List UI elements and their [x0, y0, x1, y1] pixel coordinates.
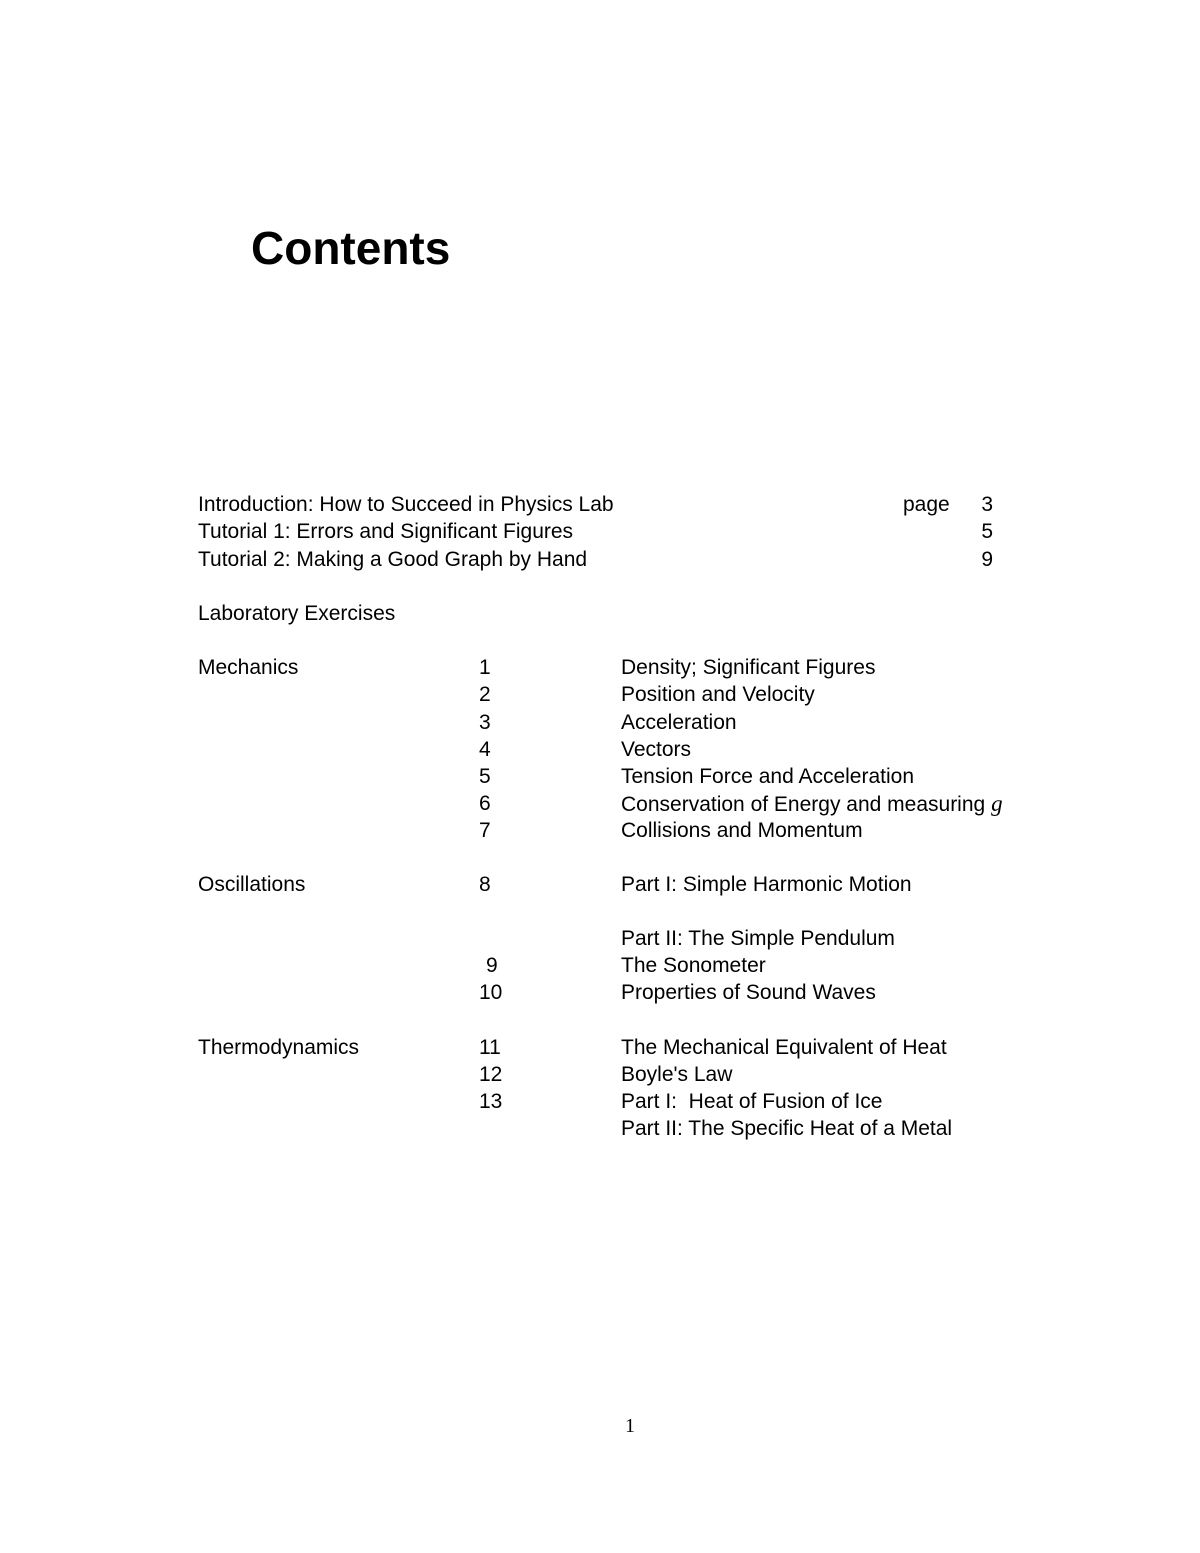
toc-tutorial1-title: Tutorial 1: Errors and Significant Figures [198, 520, 574, 543]
section-mechanics: Mechanics [198, 656, 299, 679]
exercise-title: The Sonometer [621, 954, 766, 977]
section-oscillations: Oscillations [198, 873, 306, 896]
exercise-number: 8 [479, 873, 491, 896]
exercise-title: Density; Significant Figures [621, 656, 876, 679]
exercise-title: Position and Velocity [621, 683, 815, 706]
exercise-number: 9 [486, 954, 498, 977]
toc-intro-title: Introduction: How to Succeed in Physics Lab [198, 493, 614, 516]
exercise-title: Boyle's Law [621, 1063, 733, 1086]
exercise-number: 12 [479, 1063, 503, 1086]
toc-intro-page: 3 [981, 493, 993, 516]
toc-tutorial1-page: 5 [981, 520, 993, 543]
exercise-number: 11 [479, 1036, 501, 1059]
page-title: Contents [251, 222, 451, 274]
exercise-title: Tension Force and Acceleration [621, 765, 915, 788]
exercise-title: Acceleration [621, 711, 737, 734]
exercise-number: 6 [479, 792, 491, 815]
exercise-title: Vectors [621, 738, 692, 761]
exercise-number: 5 [479, 765, 491, 788]
page-number: 1 [625, 1415, 635, 1437]
exercise-number: 4 [479, 738, 491, 761]
exercise-number: 13 [479, 1090, 503, 1113]
toc-tutorial2-page: 9 [981, 548, 993, 571]
toc-tutorial2-title: Tutorial 2: Making a Good Graph by Hand [198, 548, 588, 571]
exercise-title: Part I: Heat of Fusion of Ice [621, 1090, 883, 1113]
exercise-number: 3 [479, 711, 491, 734]
exercise-title [621, 791, 1003, 818]
exercise-title: Part II: The Specific Heat of a Metal [621, 1117, 953, 1140]
gravity-symbol: g [991, 791, 1003, 816]
exercise-number: 2 [479, 683, 491, 706]
exercise-title: Properties of Sound Waves [621, 981, 876, 1004]
toc-page-label: page [903, 493, 950, 516]
section-thermodynamics: Thermodynamics [198, 1036, 360, 1059]
exercise-title: Collisions and Momentum [621, 819, 863, 842]
exercise-number: 7 [479, 819, 491, 842]
exercise-number: 10 [479, 981, 503, 1004]
lab-exercises-heading: Laboratory Exercises [198, 602, 396, 625]
exercise-title: Part II: The Simple Pendulum [621, 927, 895, 950]
exercise-title: Part I: Simple Harmonic Motion [621, 873, 912, 896]
exercise-number: 1 [479, 656, 491, 679]
exercise-title-text: Conservation of Energy and measuring [621, 793, 986, 816]
exercise-title: The Mechanical Equivalent of Heat [621, 1036, 947, 1059]
